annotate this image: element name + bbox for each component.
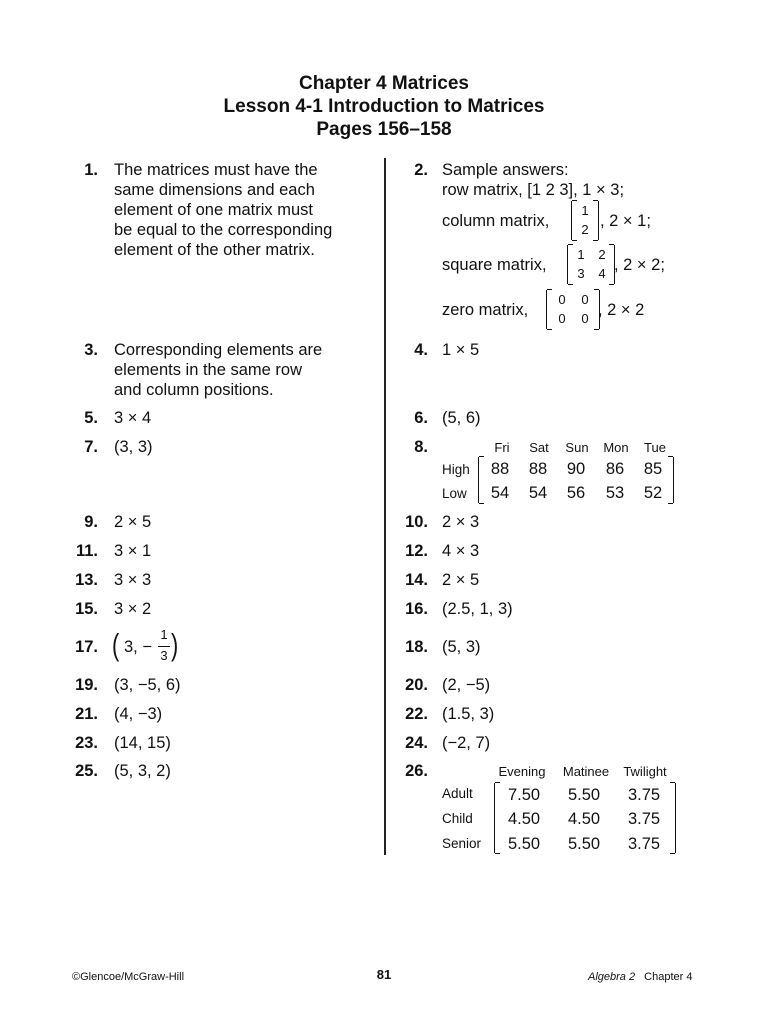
fraction-numerator: 1 — [160, 627, 168, 642]
row-header: High — [442, 462, 470, 477]
matrix-entry: 0 — [581, 311, 589, 326]
row-header: Child — [442, 811, 473, 826]
answer-12-text: 4 × 3 — [442, 542, 480, 560]
answer-14-text: 2 × 5 — [442, 571, 480, 589]
answer-2-zero-label: zero matrix, — [442, 301, 529, 319]
answer-number: 16. — [405, 600, 428, 618]
chapter-label: Chapter 4 — [644, 971, 693, 983]
row-header: Adult — [442, 786, 473, 801]
row-header: Senior — [442, 836, 482, 851]
matrix-entry: 1 — [581, 203, 589, 218]
matrix-cell: 85 — [643, 460, 663, 478]
zero-matrix — [546, 290, 600, 329]
answer-line: and column positions. — [114, 381, 274, 399]
answer-15-text: 3 × 2 — [114, 600, 152, 618]
matrix-cell: 5.50 — [567, 835, 601, 853]
matrix-cell: 7.50 — [507, 786, 541, 804]
chapter-title: Chapter 4 Matrices — [298, 73, 469, 94]
matrix-entry: 2 — [598, 247, 606, 262]
answer-number: 24. — [405, 734, 428, 752]
matrix-cell: 3.75 — [627, 786, 661, 804]
answer-number: 3. — [84, 341, 98, 359]
answer-25-text: (5, 3, 2) — [114, 762, 171, 780]
matrix-cell: 88 — [490, 460, 510, 478]
answer-2-square-dims: , 2 × 2; — [614, 256, 665, 274]
answer-number: 14. — [405, 571, 428, 589]
answer-number: 12. — [405, 542, 428, 560]
answer-3-text — [114, 340, 322, 400]
matrix-entry: 0 — [558, 311, 566, 326]
answer-number: 10. — [405, 513, 428, 531]
column-matrix — [571, 201, 599, 240]
answer-13-text: 3 × 3 — [114, 571, 152, 589]
row-header: Low — [442, 486, 467, 501]
answer-16-text: (2.5, 1, 3) — [442, 600, 513, 618]
answer-2-line1: Sample answers: — [442, 161, 569, 179]
column-header: Sat — [529, 440, 549, 455]
answer-4-text: 1 × 5 — [442, 341, 480, 359]
matrix-cell: 53 — [605, 484, 625, 502]
answer-5-text: 3 × 4 — [114, 409, 152, 427]
answer-6-text: (5, 6) — [442, 409, 481, 427]
answer-line: same dimensions and each — [114, 181, 315, 199]
answer-number: 1. — [84, 161, 98, 179]
matrix-entry: 0 — [558, 292, 566, 307]
answer-number: 22. — [405, 705, 428, 723]
book-reference — [588, 970, 692, 984]
answer-17-first: 3, − — [124, 638, 152, 656]
matrix-cell: 3.75 — [627, 810, 661, 828]
matrix-entry: 4 — [598, 266, 606, 281]
answer-line: be equal to the corresponding — [114, 221, 333, 239]
answer-line: element of the other matrix. — [114, 241, 315, 259]
answer-number: 26. — [405, 762, 428, 780]
answer-2-row-matrix: row matrix, [1 2 3], 1 × 3; — [442, 181, 625, 199]
answer-number: 4. — [414, 341, 428, 359]
answer-number: 23. — [75, 734, 98, 752]
answer-21-text: (4, −3) — [114, 705, 163, 723]
answer-19-text: (3, −5, 6) — [114, 676, 181, 694]
column-header: Evening — [498, 764, 546, 779]
right-paren: ) — [171, 627, 179, 662]
answer-20-text: (2, −5) — [442, 676, 491, 694]
column-divider — [384, 158, 386, 855]
answer-line: The matrices must have the — [114, 161, 318, 179]
lesson-title: Lesson 4-1 Introduction to Matrices — [223, 96, 545, 117]
matrix-entry: 1 — [577, 247, 585, 262]
answer-number: 20. — [405, 676, 428, 694]
answer-18-text: (5, 3) — [442, 638, 481, 656]
matrix-cell: 56 — [566, 484, 586, 502]
answer-10-text: 2 × 3 — [442, 513, 480, 531]
fraction-denominator: 3 — [160, 648, 168, 663]
matrix-cell: 90 — [566, 460, 586, 478]
answer-9-text: 2 × 5 — [114, 513, 152, 531]
answer-23-text: (14, 15) — [114, 734, 171, 752]
matrix-cell: 86 — [605, 460, 625, 478]
answer-number: 5. — [84, 409, 98, 427]
column-header: Mon — [603, 440, 629, 455]
matrix-cell: 5.50 — [507, 835, 541, 853]
answer-line: elements in the same row — [114, 361, 303, 379]
matrix-cell: 52 — [643, 484, 663, 502]
column-header: Twilight — [623, 764, 667, 779]
answer-number: 8. — [414, 438, 428, 456]
matrix-cell: 54 — [490, 484, 510, 502]
answer-number: 17. — [75, 638, 98, 656]
answer-1-text — [114, 160, 332, 260]
answer-2-square-label: square matrix, — [442, 256, 547, 274]
answer-2-zero-dims: , 2 × 2 — [598, 301, 645, 319]
answer-number: 19. — [75, 676, 98, 694]
column-header: Tue — [644, 440, 666, 455]
column-header: Matinee — [562, 764, 610, 779]
answer-number: 6. — [414, 409, 428, 427]
answer-7-text: (3, 3) — [114, 438, 153, 456]
pages-title: Pages 156–158 — [316, 119, 452, 140]
answer-number: 21. — [75, 705, 98, 723]
answer-line: Corresponding elements are — [114, 341, 323, 359]
column-header: Sun — [565, 440, 589, 455]
answer-number: 15. — [75, 600, 98, 618]
book-title: Algebra 2 — [588, 971, 636, 983]
answer-number: 13. — [75, 571, 98, 589]
answer-number: 7. — [84, 438, 98, 456]
answer-2-column-label: column matrix, — [442, 212, 550, 230]
matrix-cell: 3.75 — [627, 835, 661, 853]
matrix-cell: 4.50 — [567, 810, 601, 828]
answer-22-text: (1.5, 3) — [442, 705, 495, 723]
answer-line: element of one matrix must — [114, 201, 313, 219]
square-matrix — [567, 245, 615, 284]
fraction-bar — [158, 646, 170, 647]
answer-number: 25. — [75, 762, 98, 780]
answer-24-text: (−2, 7) — [442, 734, 491, 752]
left-paren: ( — [112, 627, 120, 662]
answer-number: 18. — [405, 638, 428, 656]
column-header: Fri — [494, 440, 510, 455]
matrix-entry: 3 — [577, 266, 585, 281]
answer-2-column-dims: , 2 × 1; — [600, 212, 651, 230]
answer-11-text: 3 × 1 — [114, 542, 152, 560]
answer-number: 11. — [75, 542, 98, 560]
answer-number: 9. — [84, 513, 98, 531]
answer-number: 2. — [414, 161, 428, 179]
publisher-credit: ©Glencoe/McGraw-Hill — [72, 971, 185, 983]
matrix-cell: 54 — [528, 484, 548, 502]
matrix-cell: 5.50 — [567, 786, 601, 804]
page-number: 81 — [376, 967, 392, 982]
matrix-entry: 0 — [581, 292, 589, 307]
matrix-cell: 4.50 — [507, 810, 541, 828]
matrix-entry: 2 — [581, 222, 589, 237]
matrix-cell: 88 — [528, 460, 548, 478]
